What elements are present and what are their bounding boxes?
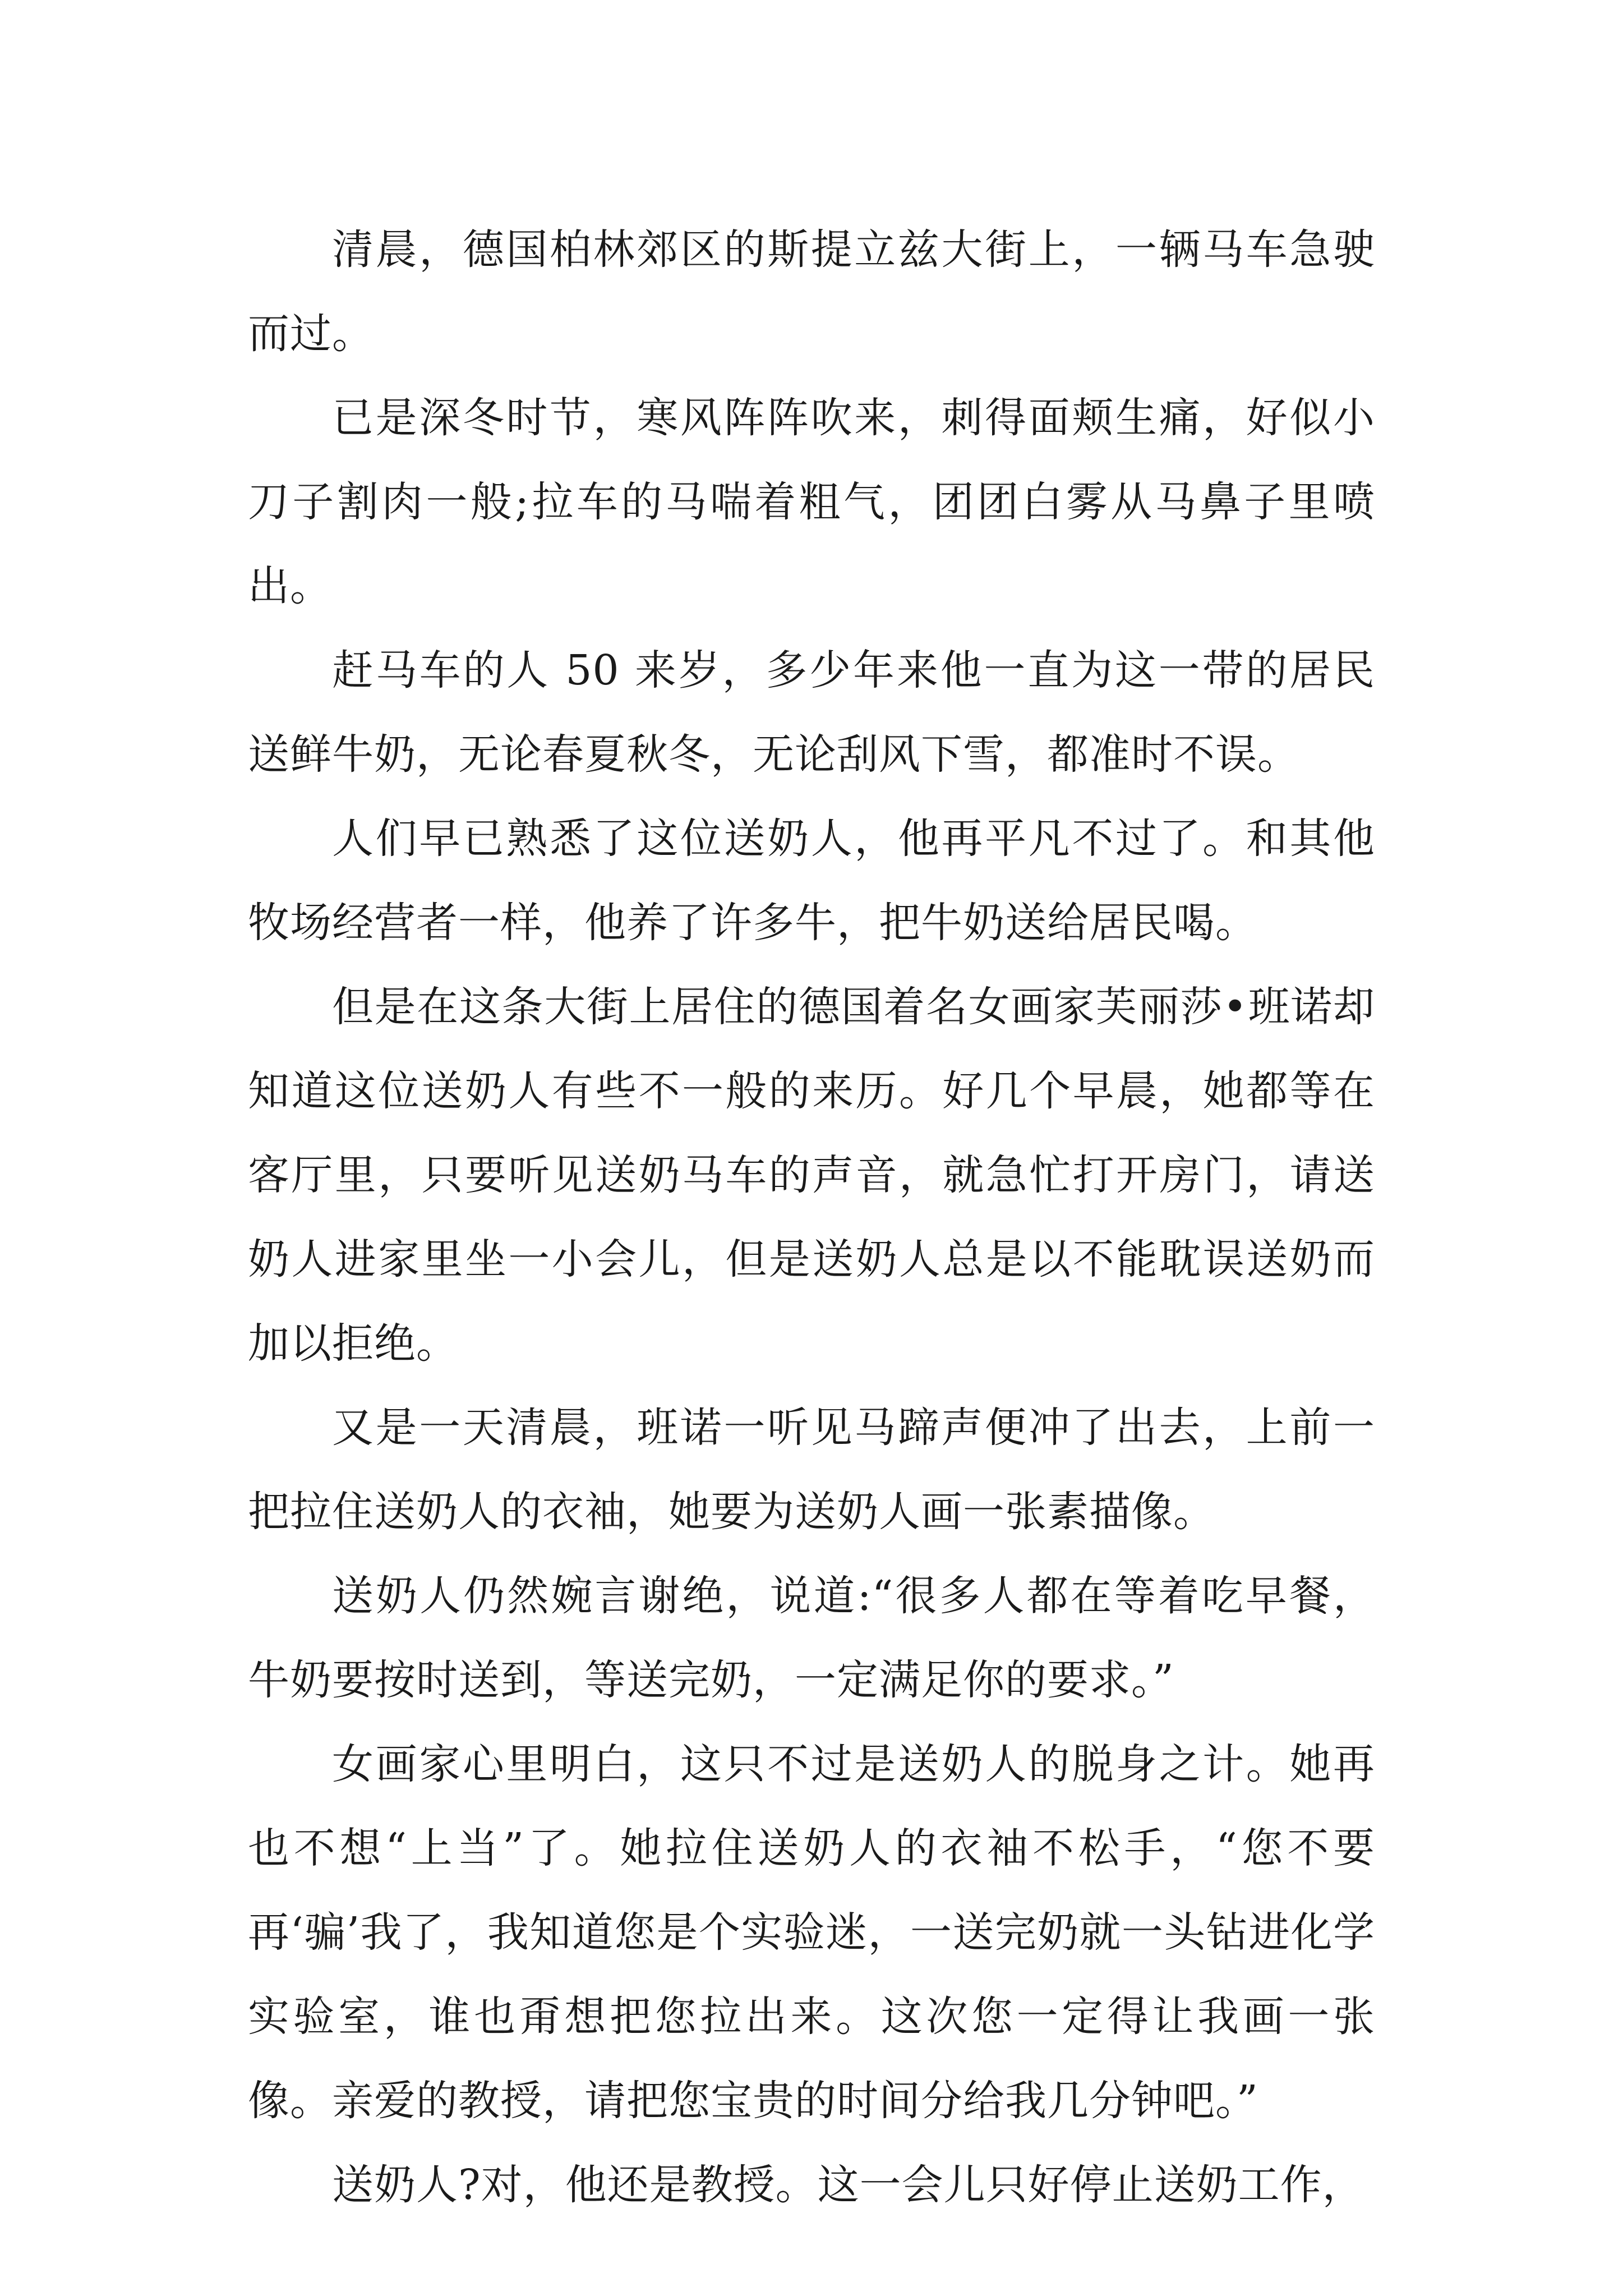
paragraph-4: 人们早已熟悉了这位送奶人，他再平凡不过了。和其他牧场经营者一样，他养了许多牛，把牛奶送给居民喝。 xyxy=(248,815,1375,947)
paragraph-1: 清晨，德国柏林郊区的斯提立兹大街上，一辆马车急驶而过。 xyxy=(248,226,1375,358)
paragraph-7: 送奶人仍然婉言谢绝，说道:“很多人都在等着吃早餐，牛奶要按时送到，等送完奶，一定满足你的要求。” xyxy=(248,1572,1375,1704)
paragraph-2: 已是深冬时节，寒风阵阵吹来，刺得面颊生痛，好似小刀子割肉一般;拉车的马喘着粗气，团团白雾从马鼻子里喷出。 xyxy=(248,394,1375,610)
paragraph-3: 赶马车的人 50 来岁，多少年来他一直为这一带的居民送鲜牛奶，无论春夏秋冬，无论刮风下雪，都准时不误。 xyxy=(248,646,1375,779)
paragraph-8: 女画家心里明白，这只不过是送奶人的脱身之计。她再也不想“上当”了。她拉住送奶人的衣袖不松手，“您不要再‘骗’我了，我知道您是个实验迷，一送完奶就一头钻进化学实验室，谁也甭想把您拉出来。这次您一定得让我画一张像。亲爱的教授，请把您宝贵的时间分给我几分钟吧。” xyxy=(248,1740,1375,2125)
document-body xyxy=(248,208,1375,2227)
paragraph-5: 但是在这条大街上居住的德国着名女画家芙丽莎•班诺却知道这位送奶人有些不一般的来历。好几个早晨，她都等在客厅里，只要听见送奶马车的声音，就急忙打开房门，请送奶人进家里坐一小会儿，但是送奶人总是以不能耽误送奶而加以拒绝。 xyxy=(248,983,1375,1368)
paragraph-9: 送奶人?对，他还是教授。这一会儿只好停止送奶工作， xyxy=(332,2161,1364,2209)
paragraph-6: 又是一天清晨，班诺一听见马蹄声便冲了出去，上前一把拉住送奶人的衣袖，她要为送奶人画一张素描像。 xyxy=(248,1404,1375,1536)
